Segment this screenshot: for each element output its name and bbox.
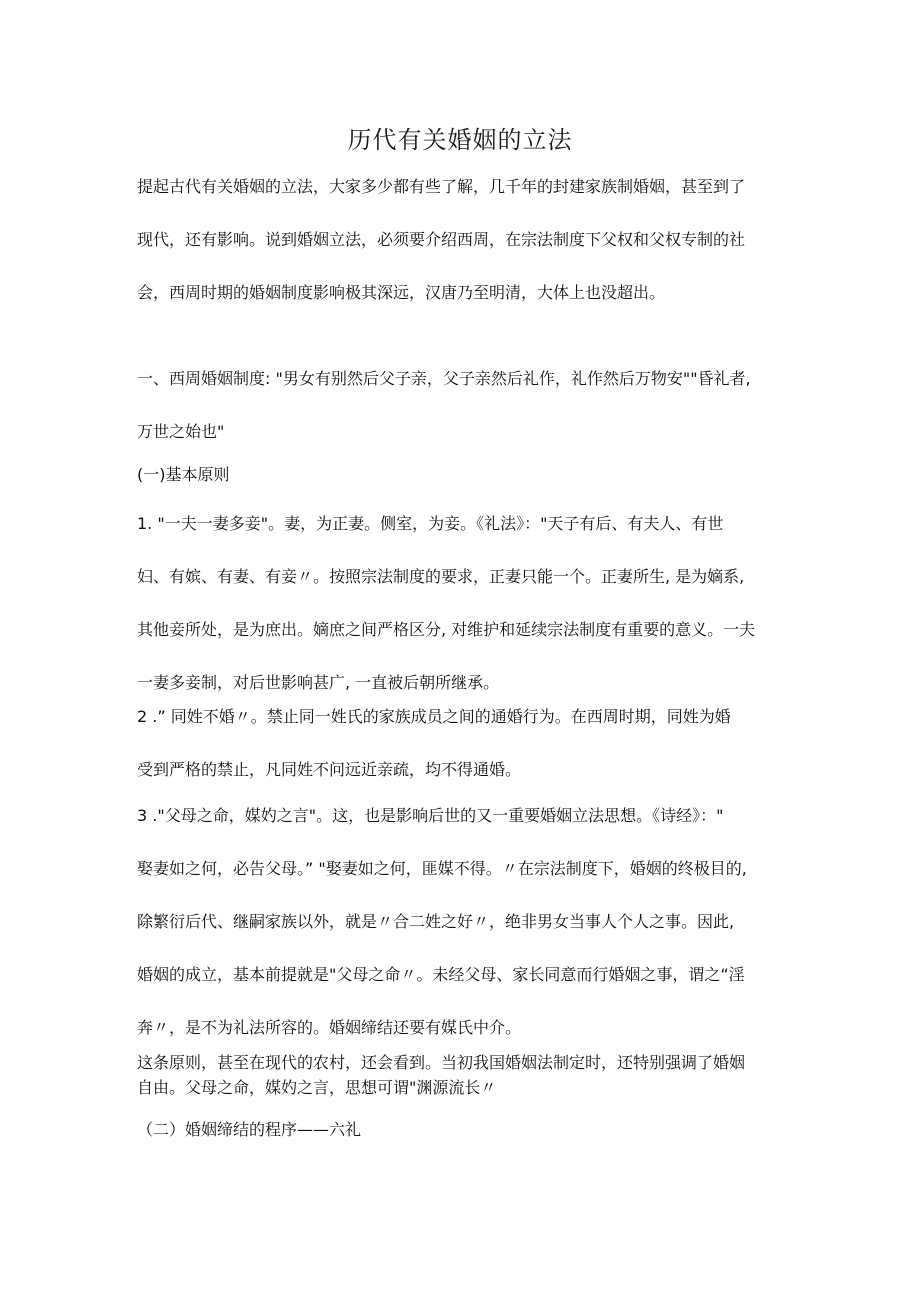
text-line: 妇、有嫔、有妻、有妾〃。按照宗法制度的要求，正妻只能一个。正妻所生, 是为嫡系, xyxy=(137,567,745,586)
text-line: 万世之始也" xyxy=(137,422,225,441)
text-line: 除繁衍后代、继嗣家族以外，就是〃合二姓之好〃，绝非男女当事人个人之事。因此, xyxy=(137,912,735,931)
text-line: 提起古代有关婚姻的立法，大家多少都有些了解，几千年的封建家族制婚姻，甚至到了 xyxy=(137,177,746,196)
principle-3-paragraph xyxy=(137,789,785,1054)
text-line: 一妻多妾制，对后世影响甚广, 一直被后朝所继承。 xyxy=(137,673,500,692)
section-heading-western-zhou xyxy=(137,352,785,458)
text-line: 婚姻的成立，基本前提就是"父母之命〃。未经父母、家长同意而行婚姻之事，谓之“淫 xyxy=(137,965,745,984)
subsection-heading-six-rites xyxy=(137,1103,785,1156)
text-line: 自由。父母之命，媒妁之言，思想可谓"渊源流长〃 xyxy=(137,1078,497,1097)
text-line: 2 .” 同姓不婚〃。禁止同一姓氏的家族成员之间的通婚行为。在西周时期，同姓为婚 xyxy=(137,707,731,726)
subsection-heading-basic-principles xyxy=(137,448,785,501)
principle-2-paragraph xyxy=(137,690,785,796)
text-line: 会，西周时期的婚姻制度影响极其深远，汉唐乃至明清，大体上也没超出。 xyxy=(137,283,666,302)
text-line: 娶妻如之何，必告父母。” "娶妻如之何，匪媒不得。〃在宗法制度下，婚姻的终极目的, xyxy=(137,859,747,878)
text-line: 现代，还有影响。说到婚姻立法，必须要介绍西周，在宗法制度下父权和父权专制的社 xyxy=(137,230,746,249)
text-line: 奔〃，是不为礼法所容的。婚姻缔结还要有媒氏中介。 xyxy=(137,1018,522,1037)
closing-paragraph xyxy=(137,1050,785,1100)
intro-paragraph xyxy=(137,160,785,319)
text-line: 3 ."父母之命，媒妁之言"。这，也是影响后世的又一重要婚姻立法思想。《诗经》：" xyxy=(137,806,724,825)
document-title: 历代有关婚姻的立法 xyxy=(347,126,573,154)
text-line: (一)基本原则 xyxy=(137,465,230,484)
text-line: 受到严格的禁止，凡同姓不问远近亲疏，均不得通婚。 xyxy=(137,760,522,779)
text-line: 1. "一夫一妻多妾"。妻，为正妻。侧室，为妾。《礼法》："天子有后、有夫人、有世 xyxy=(137,514,724,533)
text-line: （二）婚姻缔结的程序——六礼 xyxy=(137,1120,362,1139)
text-line: 一、西周婚姻制度: "男女有别然后父子亲，父子亲然后礼作，礼作然后万物安""昏礼者, xyxy=(137,369,751,388)
text-line: 这条原则，甚至在现代的农村，还会看到。当初我国婚姻法制定时，还特别强调了婚姻 xyxy=(137,1053,746,1072)
text-line: 其他妾所处，是为庶出。嫡庶之间严格区分, 对维护和延续宗法制度有重要的意义。一夫 xyxy=(137,620,756,639)
principle-1-paragraph xyxy=(137,497,785,709)
